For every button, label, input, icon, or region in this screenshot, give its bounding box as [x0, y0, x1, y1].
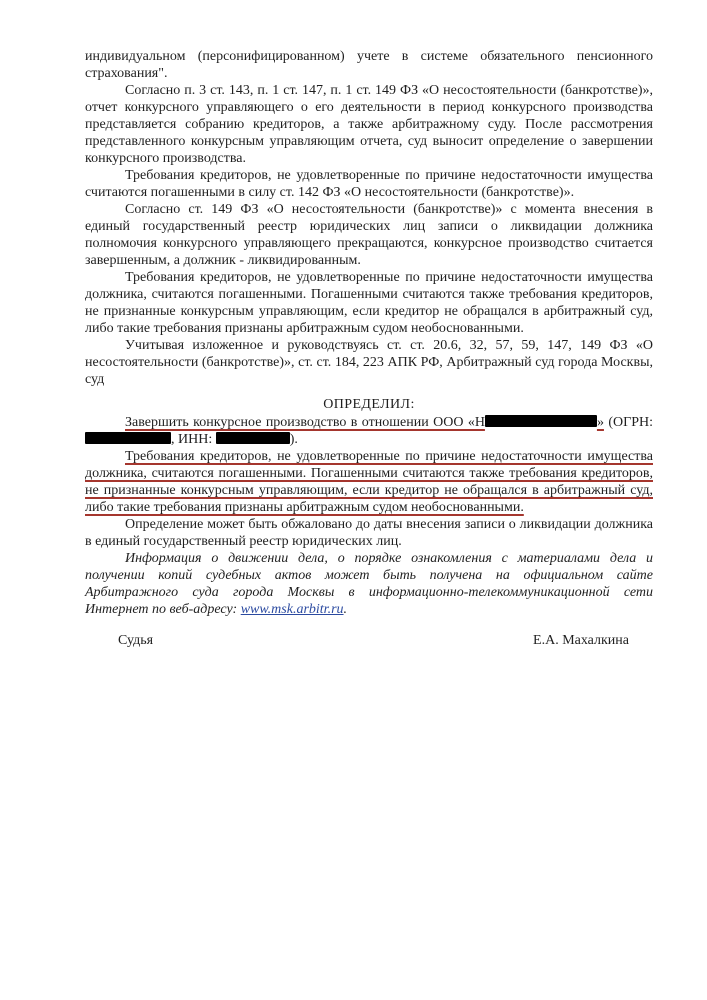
paragraph-appeal-notice: Определение может быть обжаловано до даты внесения записи о ликвидации должника в единый государственный реестр юридических лиц. [85, 517, 653, 549]
paragraph-creditor-claims: Требования кредиторов, не удовлетворенные по причине недостаточности имущества должника, считаются погашенными. Погашенными считаются также требования кредиторов, не признанные конкурсным управляющим, если кредитор не обращался в арбитражный суд, либо такие требования признаны арбитражным судом необоснованными. [85, 270, 653, 336]
paragraph-law-142: Требования кредиторов, не удовлетворенные по причине недостаточности имущества считаются погашенными в силу ст. 142 ФЗ «О несостоятельности (банкротстве)». [85, 168, 653, 200]
redaction-bar-inn [216, 432, 290, 444]
judge-label: Судья [118, 633, 154, 648]
signature-row [85, 632, 653, 649]
court-website-link[interactable]: www.msk.arbitr.ru [240, 602, 344, 617]
paragraph-legal-grounds: Учитывая изложенное и руководствуясь ст. ст. 20.6, 32, 57, 59, 147, 149 ФЗ «О несостоятельности (банкротстве)», ст. ст. 184, 223 АПК РФ, Арбитражный суд города Москвы, суд [85, 338, 653, 387]
redaction-bar-company-name [485, 415, 597, 427]
case-info-text: Информация о движении дела, о порядке ознакомления с материалами дела и получении копий судебных актов может быть получена на официальном сайте Арбитражного суда города Москвы в информационно-телекоммуникационной сети Интернет по веб-адресу: [85, 551, 653, 617]
operative-close-paren: ). [289, 432, 298, 447]
case-info-period: . [343, 602, 348, 617]
ogrn-label: (ОГРН: [603, 415, 653, 430]
operative-claims-underlined: Требования кредиторов, не удовлетворенные по причине недостаточности имущества должника, считаются погашенными. Погашенными считаются также требования кредиторов, не признанные конкурсным управляющим, если кредитор не обращался в арбитражный суд, либо такие требования признаны арбитражным судом необоснованными. [85, 449, 653, 515]
judge-name: Е.А. Махалкина [533, 633, 629, 648]
paragraph-case-info [85, 550, 653, 618]
paragraph-law-149: Согласно ст. 149 ФЗ «О несостоятельности (банкротстве)» с момента внесения в единый государственный реестр юридических лиц записи о ликвидации должника полномочия конкурсного управляющего прекращаются, конкурсное производство считается завершенным, а должник - ликвидированным. [85, 202, 653, 268]
paragraph-continuation: индивидуальном (персонифицированном) учете в системе обязательного пенсионного страхования". [85, 49, 653, 81]
redaction-bar-ogrn [85, 432, 171, 444]
operative-underlined-segment [125, 415, 604, 430]
inn-label: , ИНН: [171, 432, 216, 447]
operative-text-prefix: Завершить конкурсное производство в отношении ООО «Н [125, 415, 485, 430]
operative-quote-close: » [596, 415, 604, 430]
operative-clause-termination [85, 414, 653, 448]
paragraph-law-143-147-149: Согласно п. 3 ст. 143, п. 1 ст. 147, п. 1 ст. 149 ФЗ «О несостоятельности (банкротстве)», отчет конкурсного управляющего о его деятельности в период конкурсного производства представляется собранию кредиторов, а также арбитражному суду. После рассмотрения представленного конкурсным управляющим отчета, суд выносит определение о завершении конкурсного производства. [85, 83, 653, 166]
resolution-heading: ОПРЕДЕЛИЛ: [323, 397, 415, 412]
operative-clause-claims [85, 448, 653, 516]
